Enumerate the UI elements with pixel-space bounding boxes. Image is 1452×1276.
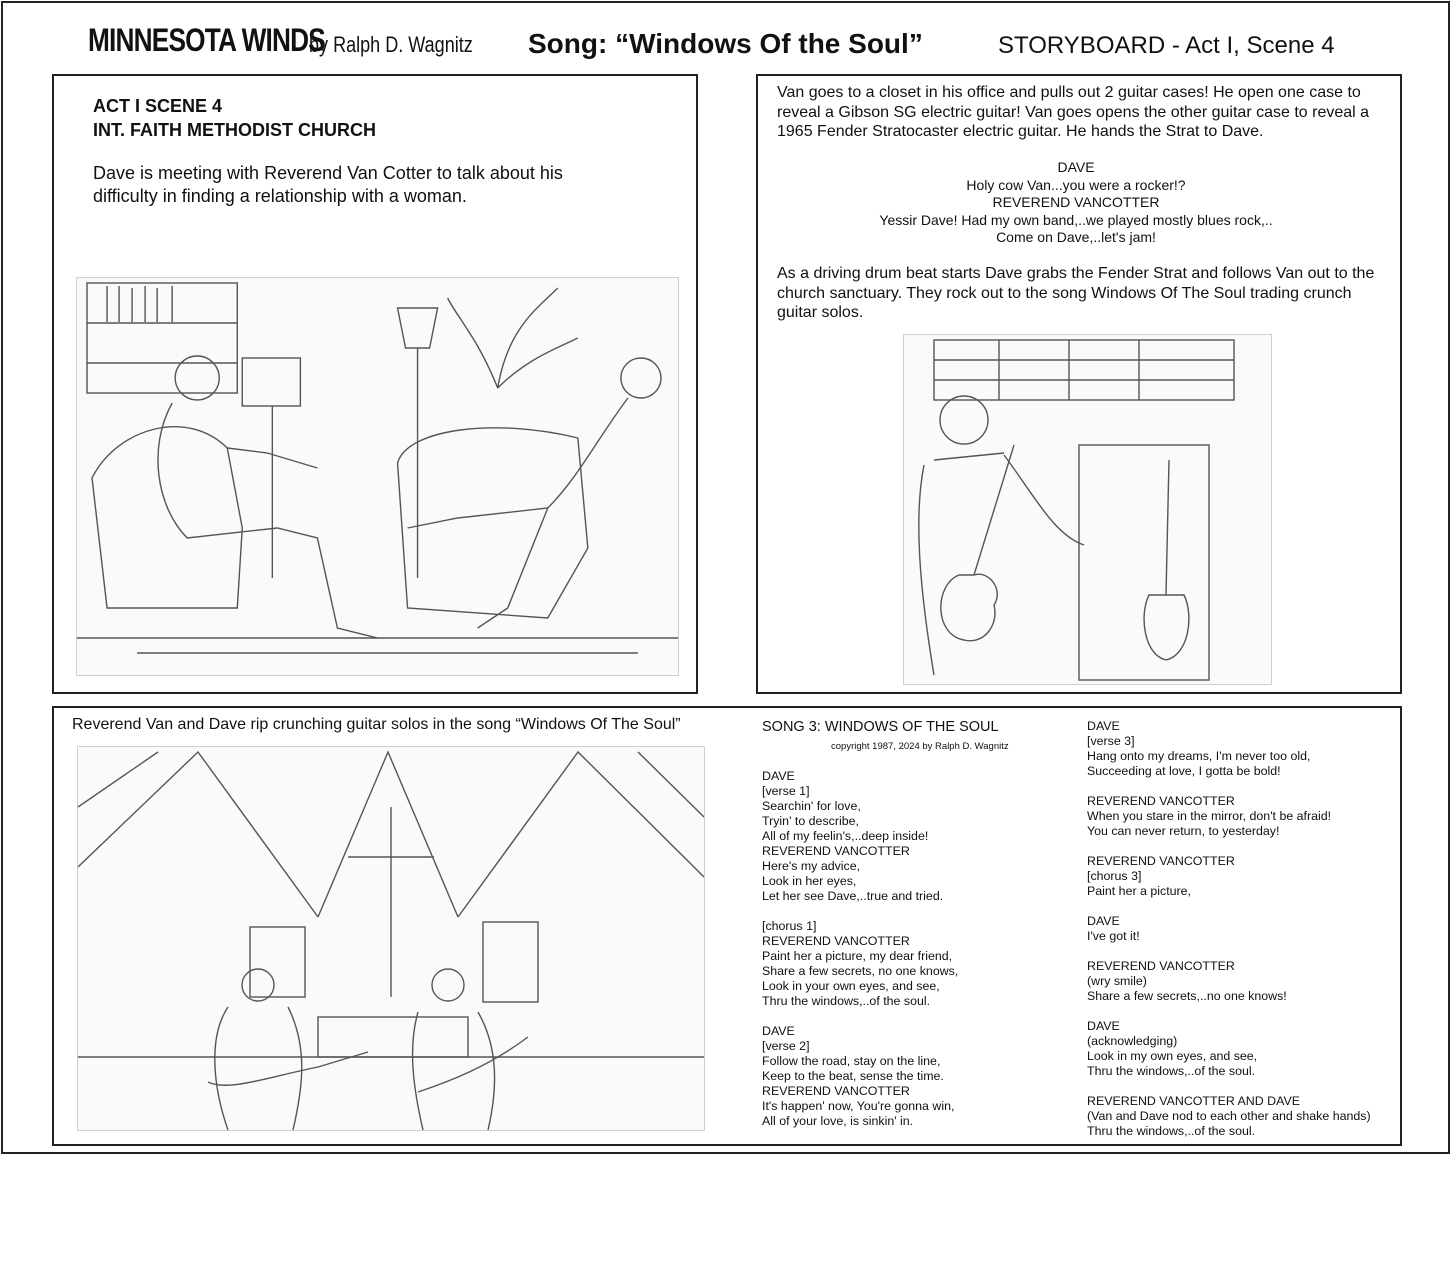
song-title: Song: “Windows Of the Soul” — [528, 28, 923, 59]
production-title: MINNESOTA WINDS — [88, 22, 325, 58]
scene-panel-1 — [52, 74, 698, 694]
dialogue-speaker: DAVE — [1057, 159, 1095, 175]
scene-description: Dave is meeting with Reverend Van Cotter to talk about his difficulty in finding a relationship with a woman. — [93, 163, 563, 206]
song-heading: SONG 3: WINDOWS OF THE SOUL — [762, 719, 999, 735]
action-text-2: As a driving drum beat starts Dave grabs the Fender Strat and follows Van out to the church sanctuary. They rock out to the song Windows Of The Soul trading crunch guitar solos. — [777, 265, 1375, 321]
storyboard-label: STORYBOARD - Act I, Scene 4 — [998, 32, 1335, 59]
lyrics-column-right: DAVE [verse 3] Hang onto my dreams, I'm never too old, Succeeding at love, I gotta be bold! REVEREND VANCOTTER When you stare in the mirror, don't be afraid! You can never return, to yesterday! REVEREND VANCOTTER [chorus 3] Paint her a picture, DAVE I've got it! REVEREND VANCOTTER (wry smile) Share a few secrets,..no one knows! DAVE (acknowledging) Look in my own eyes, and see, Thru the windows,..of the soul. REVEREND VANCOTTER AND DAVE (Van and Dave nod to each other and shake hands) Thru the windows,..of the soul. — [1087, 719, 1371, 1138]
location-heading: INT. FAITH METHODIST CHURCH — [93, 120, 376, 140]
lyrics-column-left: DAVE [verse 1] Searchin' for love, Tryin' to describe, All of my feelin's,..deep inside! REVEREND VANCOTTER Here's my advice, Look in her eyes, Let her see Dave,..true and tried. [chorus 1] REVEREND VANCOTTER Paint her a picture, my dear friend, Share a few secrets, no one knows, Look in your own eyes, and see, Thru the windows,..of the soul. DAVE [verse 2] Follow the road, stay on the line, Keep to the beat, sense the time. REVEREND VANCOTTER It's happen' now, You're gonna win, All of your love, is sinkin' in. — [762, 769, 959, 1128]
scene-panel-2 — [756, 74, 1402, 694]
scene-panel-3 — [52, 706, 1402, 1146]
church-sanctuary-sketch-icon — [77, 746, 705, 1131]
action-text-1: Van goes to a closet in his office and pulls out 2 guitar cases! He open one case to reveal a Gibson SG electric guitar! Van goes opens the other guitar case to reveal a 1965 Fender Stratocaster electric guitar. He hands the Strat to Dave. — [777, 84, 1370, 140]
dialogue-speaker: REVEREND VANCOTTER — [992, 194, 1160, 210]
panel-caption: Reverend Van and Dave rip crunching guitar solos in the song “Windows Of The Soul” — [72, 716, 681, 733]
dialogue-line: Holy cow Van...you were a rocker!? — [966, 176, 1186, 193]
office-conversation-sketch-icon — [76, 277, 679, 676]
dialogue-line: Come on Dave,..let's jam! — [996, 229, 1156, 245]
act-scene-heading: ACT I SCENE 4 — [93, 96, 223, 116]
dialogue-line: Yessir Dave! Had my own band,..we played mostly blues rock,.. — [879, 211, 1273, 228]
guitar-closet-sketch-icon — [903, 334, 1272, 685]
dialogue-block — [776, 159, 1376, 247]
author-byline: by Ralph D. Wagnitz — [309, 32, 473, 57]
song-copyright: copyright 1987, 2024 by Ralph D. Wagnitz — [831, 741, 1009, 752]
